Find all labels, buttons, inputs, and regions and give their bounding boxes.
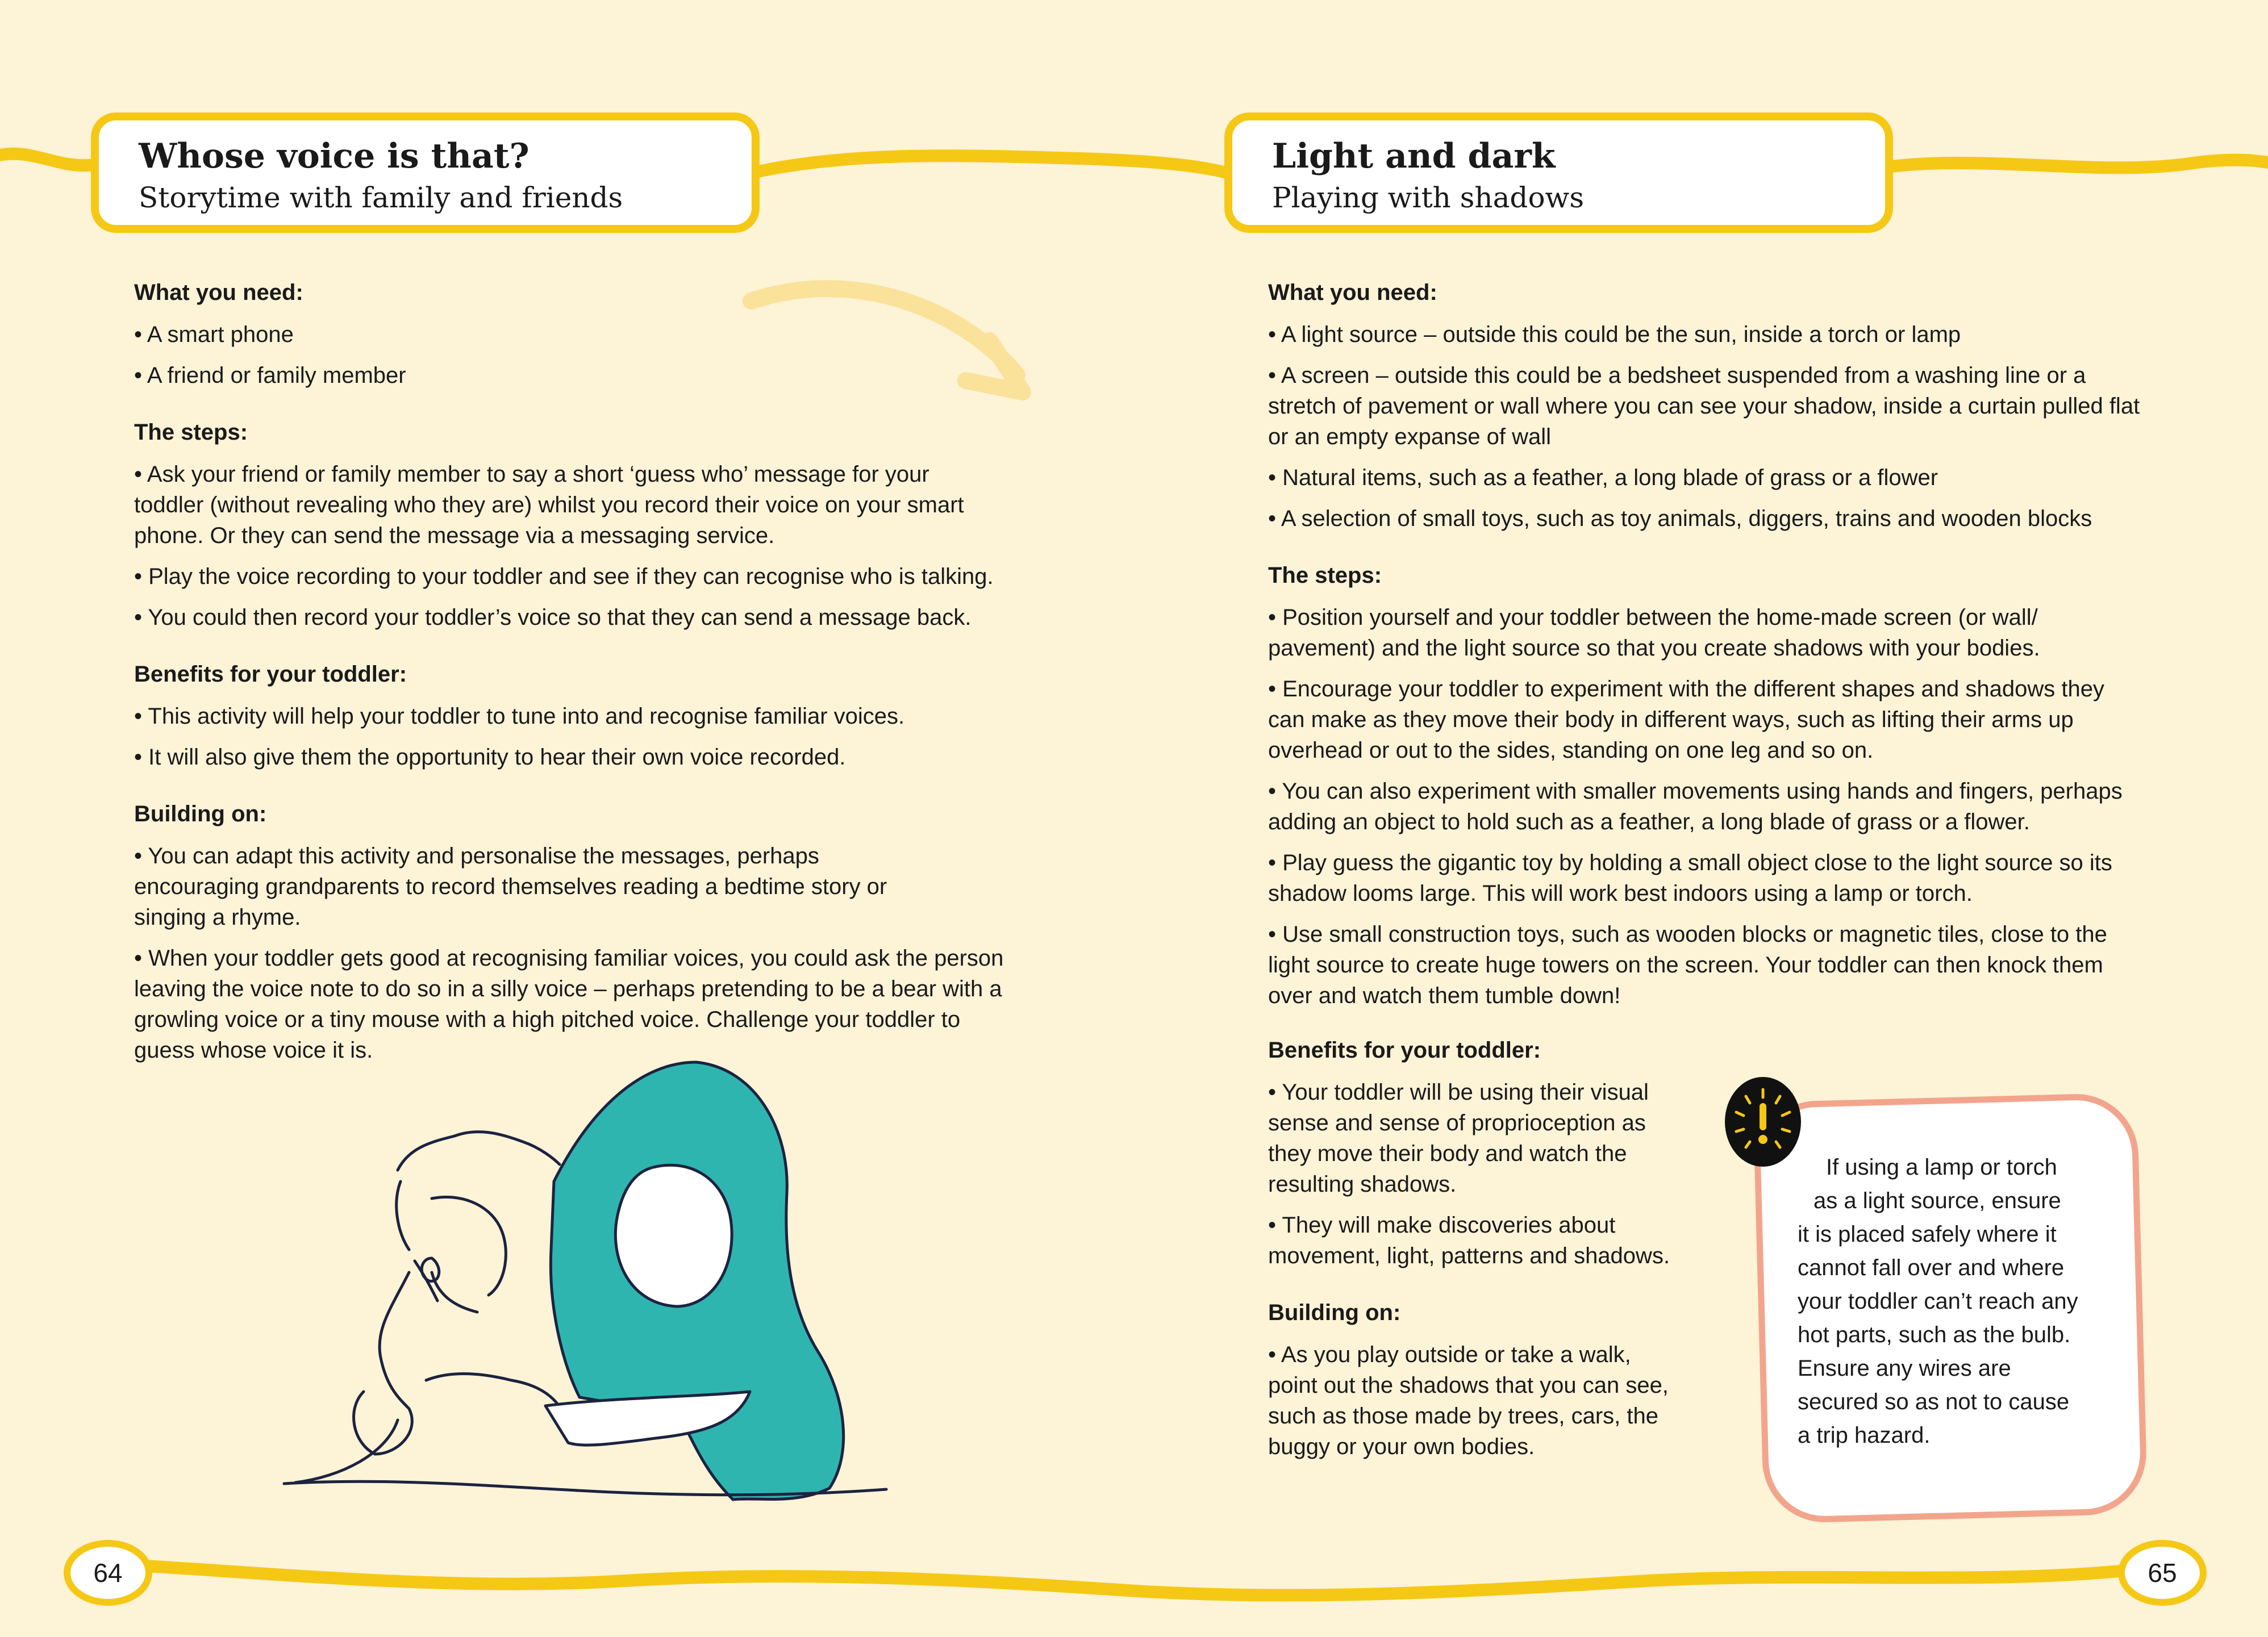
right-lower-column [1268,1035,1677,1472]
list-item: • Play guess the gigantic toy by holding a small object close to the light source so its shadow looms large. This will work best indoors using a lamp or torch. [1268,850,2112,906]
safety-note-line: Ensure any wires are [1798,1356,2011,1381]
safety-note-line: cannot fall over and where [1798,1255,2065,1280]
list-item: • You can also experiment with smaller movements using hands and fingers, perhaps adding an object to hold such as a feather, a long blade of grass or a flower. [1268,779,2123,834]
parent-child-reading-illustration [284,1062,886,1500]
top-wavy-line [0,148,97,172]
list-item: • Play the voice recording to your toddler and see if they can recognise who is talking. [134,564,994,589]
right-page-title: Light and dark [1272,136,1556,176]
safety-note-line: secured so as not to cause [1798,1389,2070,1414]
list-item: • You could then record your toddler’s voice so that they can send a message back. [134,605,972,630]
safety-note-line: your toddler can’t reach any [1798,1289,2078,1314]
safety-note-line: as a light source, ensure [1813,1188,2061,1213]
list-item: • Natural items, such as a feather, a long blade of grass or a flower [1268,465,1938,490]
safety-note-line: a trip hazard. [1798,1423,1931,1448]
list-item: • A light source – outside this could be the sun, inside a torch or lamp [1268,322,1961,347]
right-section-heading: What you need: [1268,280,1437,305]
list-item: • It will also give them the opportunity to hear their own voice recorded. [134,745,846,770]
list-item: • As you play outside or take a walk, point out the shadows that you can see, such as those made by trees, cars, the buggy or your own bodies. [1268,1342,1669,1459]
left-content-column [134,277,1054,1076]
safety-note-line: If using a lamp or torch [1826,1155,2057,1180]
child-hair [397,1132,560,1301]
right-title-box [1224,112,1893,233]
list-item: • A screen – outside this could be a bedsheet suspended from a washing line or a stretch of pavement or wall where you can see your shadow, inside a curtain pulled flat or an empty expanse of wall [1268,363,2140,449]
list-item: • A friend or family member [134,363,406,388]
list-item: • Use small construction toys, such as wooden blocks or magnetic tiles, close to the light source to create huge towers on the screen. Your toddler can then knock them over and watch them tumble down! [1268,922,2107,1008]
list-item: • A selection of small toys, such as toy animals, diggers, trains and wooden blocks [1268,506,2092,531]
list-item: • You can adapt this activity and personalise the messages, perhaps encouraging grandparents to record themselves reading a bedtime story or singing a rhyme. [134,843,887,930]
right-section-heading: Benefits for your toddler: [1268,1038,1541,1063]
bottom-wavy-line [136,1559,2136,1601]
safety-note-line: it is placed safely where it [1798,1222,2057,1247]
child-body [295,1272,568,1483]
face-shape [615,1165,732,1306]
list-item: • When your toddler gets good at recognising familiar voices, you could ask the person leaving the voice note to do so in a silly voice – perhaps pretending to be a bear with a growling voice or a tiny mouse with a high pitched voice. Challenge your toddler to guess whose voice it is. [134,946,1004,1063]
left-section-heading: The steps: [134,420,248,445]
top-wavy-line-right [1892,154,2268,174]
right-section-heading: Building on: [1268,1300,1401,1325]
top-wavy-line-middle [756,149,1233,181]
right-page-subtitle: Playing with shadows [1272,181,1584,214]
exclamation-icon [1725,1077,1801,1167]
page-number-left: 64 [93,1558,123,1588]
left-section-heading: Benefits for your toddler: [134,662,407,687]
list-item: • Encourage your toddler to experiment with the different shapes and shadows they can make as they move their body in different ways, such as lifting their arms up overhead or out to the sides, standing on one leg and so on. [1268,676,2104,763]
right-content-column [1268,277,2143,1021]
list-item: • Position yourself and your toddler between the home-made screen (or wall/ pavement) and the light source so that you create shadows with your bodies. [1268,605,2040,661]
list-item: • Your toddler will be using their visual sense and sense of proprioception as they move their body and watch the resulting shadows. [1268,1080,1649,1197]
list-item: • They will make discoveries about movement, light, patterns and shadows. [1268,1213,1670,1268]
child-head [432,1197,506,1312]
list-item: • A smart phone [134,322,294,347]
left-page-title: Whose voice is that? [139,136,530,176]
right-section-heading: The steps: [1268,563,1382,588]
list-item: • Ask your friend or family member to say a short ‘guess who’ message for your toddler (without revealing who they are) whilst you record their voice on your smart phone. Or they can send the message via a messaging service. [134,462,964,548]
child-ear [422,1258,439,1281]
left-section-heading: What you need: [134,280,303,305]
list-item: • This activity will help your toddler to tune into and recognise familiar voices. [134,704,905,729]
page-number-right: 65 [2148,1558,2177,1588]
safety-note-line: hot parts, such as the bulb. [1798,1322,2071,1347]
left-section-heading: Building on: [134,801,267,826]
left-page-subtitle: Storytime with family and friends [139,181,623,214]
left-title-box [91,112,760,233]
